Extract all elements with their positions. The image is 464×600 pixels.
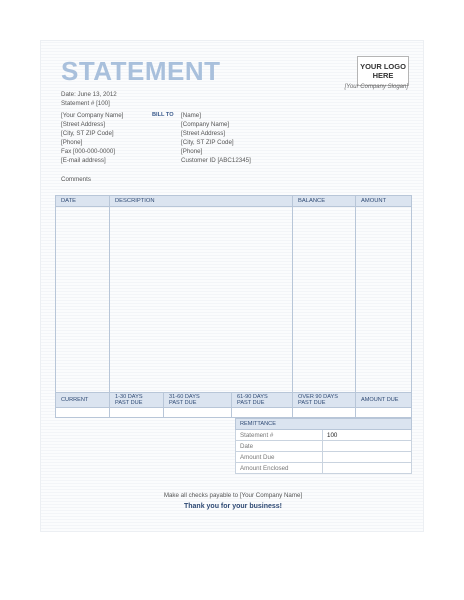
remittance-label: Amount Enclosed [236,463,323,474]
remittance-table [235,418,412,474]
aging-1-30-cell[interactable] [110,408,164,418]
customer-id: Customer ID [ABC12345] [181,157,251,164]
logo-line-2: HERE [372,71,394,80]
aging-header-current: CURRENT [56,393,110,408]
company-phone: [Phone] [61,139,83,146]
table-row [236,452,412,463]
remittance-label: Statement # [236,430,323,441]
amount-due-value[interactable] [323,452,412,463]
aging-header-1-30: 1-30 DAYS PAST DUE [110,393,164,408]
remittance-header: REMITTANCE [236,419,412,430]
statement-document [40,40,424,532]
table-row [236,430,412,441]
logo-line-1: YOUR LOGO [360,62,406,71]
company-address [61,111,123,165]
aging-header-amount-due: AMOUNT DUE [356,393,412,408]
company-street: [Street Address] [61,121,106,128]
description-cell[interactable] [110,207,293,393]
bill-to-company: [Company Name] [181,121,230,128]
statement-table [55,195,412,393]
bill-to-label: BILL TO [152,112,174,118]
table-row [236,441,412,452]
statement-number: Statement # [100] [61,100,110,107]
page-title: STATEMENT [61,56,221,86]
aging-current-cell[interactable] [56,408,110,418]
payable-note: Make all checks payable to [Your Company Name] [163,492,303,499]
table-row [236,463,412,474]
company-slogan: [Your Company Slogan] [344,84,408,90]
bill-to-street: [Street Address] [181,130,226,137]
aging-header-61-90: 61-90 DAYS PAST DUE [232,393,293,408]
date-block [61,90,117,108]
aging-table [55,392,412,418]
aging-61-90-cell[interactable] [232,408,293,418]
amount-cell[interactable] [356,207,412,393]
aging-header-31-60: 31-60 DAYS PAST DUE [164,393,232,408]
remittance-date-value[interactable] [323,441,412,452]
amount-enclosed-value[interactable] [323,463,412,474]
aging-header-over-90: OVER 90 DAYS PAST DUE [293,393,356,408]
bill-to-phone: [Phone] [181,148,203,155]
company-email: [E-mail address] [61,157,106,164]
bill-to-city: [City, ST ZIP Code] [181,139,234,146]
company-name: [Your Company Name] [61,112,124,119]
remittance-label: Amount Due [236,452,323,463]
company-city: [City, ST ZIP Code] [61,130,114,137]
statement-date: Date: June 13, 2012 [61,91,117,98]
company-logo [357,56,409,86]
aging-over-90-cell[interactable] [293,408,356,418]
comments-label: Comments [61,176,91,183]
balance-cell[interactable] [293,207,356,393]
date-cell[interactable] [56,207,110,393]
bill-to-address [181,111,251,165]
remittance-label: Date [236,441,323,452]
aging-31-60-cell[interactable] [164,408,232,418]
column-header-description: DESCRIPTION [110,196,293,207]
column-header-balance: BALANCE [293,196,356,207]
column-header-date: DATE [56,196,110,207]
aging-amount-due-cell[interactable] [356,408,412,418]
statement-number-value[interactable]: 100 [323,430,412,441]
bill-to-name: [Name] [181,112,201,119]
column-header-amount: AMOUNT [356,196,412,207]
thank-you-note: Thank you for your business! [183,503,282,510]
company-fax: Fax [000-000-0000] [61,148,116,155]
